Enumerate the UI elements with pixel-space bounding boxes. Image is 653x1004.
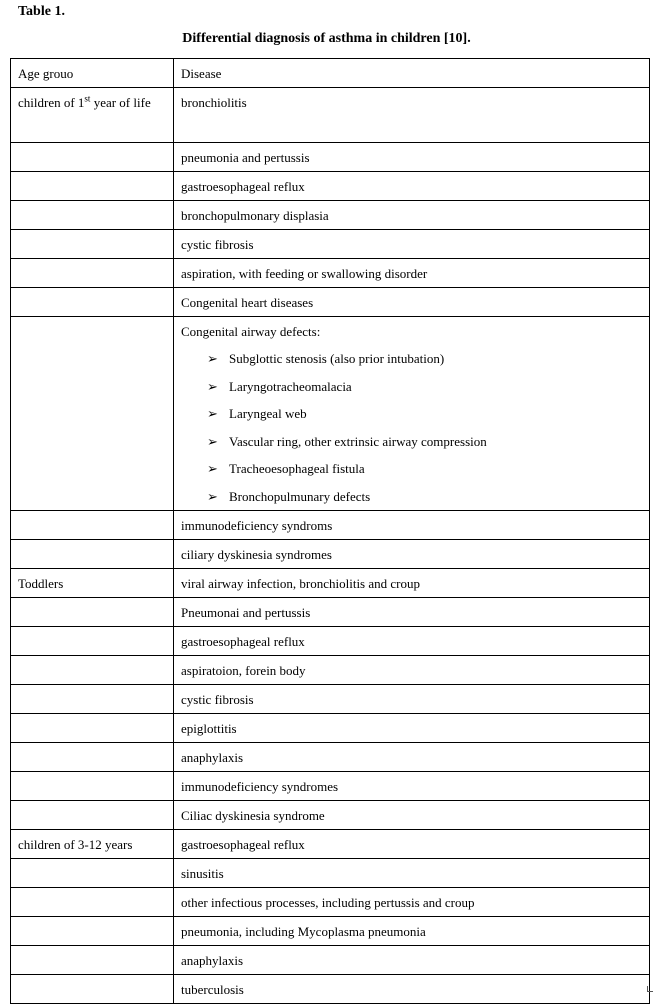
header-age-group: Age grouo: [11, 59, 174, 88]
age-group-cell: [11, 743, 174, 772]
arrow-bullet-icon: ➢: [207, 433, 218, 449]
defect-label: Bronchopulmunary defects: [229, 488, 371, 504]
table-row: [11, 859, 650, 888]
disease-cell: immunodeficiency syndroms: [174, 511, 650, 540]
disease-cell: other infectious processes, including pertussis and croup: [174, 888, 650, 917]
table-row: [11, 830, 650, 859]
disease-cell: sinusitis: [174, 859, 650, 888]
defects-list-item: [207, 400, 643, 428]
arrow-bullet-icon: ➢: [207, 488, 218, 504]
defects-list-item: [207, 428, 643, 456]
defects-list-item: [207, 455, 643, 483]
age-group-cell: [11, 917, 174, 946]
disease-cell: viral airway infection, bronchiolitis and croup: [174, 569, 650, 598]
disease-cell: anaphylaxis: [174, 946, 650, 975]
age-group-cell: [11, 511, 174, 540]
table-header-row: [11, 59, 650, 88]
disease-cell: ciliary dyskinesia syndromes: [174, 540, 650, 569]
age-group-first-year: [18, 90, 167, 116]
arrow-bullet-icon: ➢: [207, 378, 218, 394]
disease-cell: immunodeficiency syndromes: [174, 772, 650, 801]
disease-cell: gastroesophageal reflux: [174, 830, 650, 859]
table-row: [11, 172, 650, 201]
defects-list: [181, 345, 643, 510]
table-row: [11, 88, 650, 143]
table-row: [11, 143, 650, 172]
disease-cell: pneumonia and pertussis: [174, 143, 650, 172]
table-row: [11, 259, 650, 288]
table-row: [11, 540, 650, 569]
age-group-cell: [11, 801, 174, 830]
table-title: Differential diagnosis of asthma in children [10].: [182, 31, 471, 46]
table-label: Table 1.: [18, 4, 65, 19]
arrow-bullet-icon: ➢: [207, 351, 218, 366]
differential-diagnosis-table: [10, 58, 650, 1004]
age-group-cell: [11, 88, 174, 143]
age-group-cell: [11, 714, 174, 743]
age-text-part: year of life: [90, 95, 151, 110]
table-row: [11, 975, 650, 1004]
age-group-cell: [11, 859, 174, 888]
age-group-cell: [11, 230, 174, 259]
age-group-cell: [11, 656, 174, 685]
table-row: [11, 917, 650, 946]
table-row: [11, 511, 650, 540]
age-group-cell: [11, 201, 174, 230]
defect-label: Subglottic stenosis (also prior intubation): [229, 351, 445, 366]
defects-title: Congenital airway defects:: [181, 324, 321, 339]
table-row: [11, 801, 650, 830]
disease-cell: cystic fibrosis: [174, 230, 650, 259]
table-row: [11, 888, 650, 917]
disease-cell: tuberculosis: [174, 975, 650, 1004]
age-group-cell: [11, 627, 174, 656]
disease-cell: bronchiolitis: [174, 88, 650, 143]
table-body: [11, 59, 650, 1004]
table-row: [11, 569, 650, 598]
disease-cell: Ciliac dyskinesia syndrome: [174, 801, 650, 830]
table-row: [11, 685, 650, 714]
disease-cell: [174, 317, 650, 511]
age-group-cell: [11, 172, 174, 201]
disease-cell: anaphylaxis: [174, 743, 650, 772]
age-group-cell: [11, 888, 174, 917]
table-row: [11, 743, 650, 772]
disease-cell: epiglottitis: [174, 714, 650, 743]
table-row: [11, 772, 650, 801]
disease-cell: cystic fibrosis: [174, 685, 650, 714]
table-row: [11, 317, 650, 511]
age-text-superscript: st: [84, 93, 91, 104]
table-row: [11, 714, 650, 743]
table-row: [11, 656, 650, 685]
defect-label: Laryngotracheomalacia: [229, 378, 352, 394]
age-group-cell: Toddlers: [11, 569, 174, 598]
disease-cell: Congenital heart diseases: [174, 288, 650, 317]
age-group-cell: [11, 685, 174, 714]
age-group-cell: [11, 143, 174, 172]
table-row: [11, 201, 650, 230]
age-group-cell: [11, 288, 174, 317]
defect-label: Tracheoesophageal fistula: [229, 461, 365, 476]
age-group-cell: [11, 598, 174, 627]
age-group-cell: [11, 540, 174, 569]
table-row: [11, 598, 650, 627]
defect-label: Laryngeal web: [229, 406, 307, 421]
header-disease: Disease: [174, 59, 650, 88]
corner-mark-icon: [647, 986, 653, 992]
table-row: [11, 627, 650, 656]
arrow-bullet-icon: ➢: [207, 461, 218, 476]
disease-cell: aspiration, with feeding or swallowing disorder: [174, 259, 650, 288]
arrow-bullet-icon: ➢: [207, 406, 218, 421]
age-text-part: children of 1: [18, 95, 85, 110]
age-group-cell: [11, 317, 174, 511]
table-row: [11, 288, 650, 317]
table-row: [11, 230, 650, 259]
table-row: [11, 946, 650, 975]
disease-cell: gastroesophageal reflux: [174, 172, 650, 201]
defects-list-item: [207, 373, 643, 401]
disease-cell: aspiratoion, forein body: [174, 656, 650, 685]
age-group-cell: children of 3-12 years: [11, 830, 174, 859]
age-group-cell: [11, 259, 174, 288]
age-group-cell: [11, 975, 174, 1004]
age-group-cell: [11, 946, 174, 975]
disease-cell: bronchopulmonary displasia: [174, 201, 650, 230]
disease-cell: gastroesophageal reflux: [174, 627, 650, 656]
disease-cell: Pneumonai and pertussis: [174, 598, 650, 627]
defects-list-item: [207, 345, 643, 373]
defect-label: Vascular ring, other extrinsic airway compression: [229, 433, 487, 449]
disease-cell: pneumonia, including Mycoplasma pneumonia: [174, 917, 650, 946]
defects-list-item: [207, 483, 643, 511]
age-group-cell: [11, 772, 174, 801]
